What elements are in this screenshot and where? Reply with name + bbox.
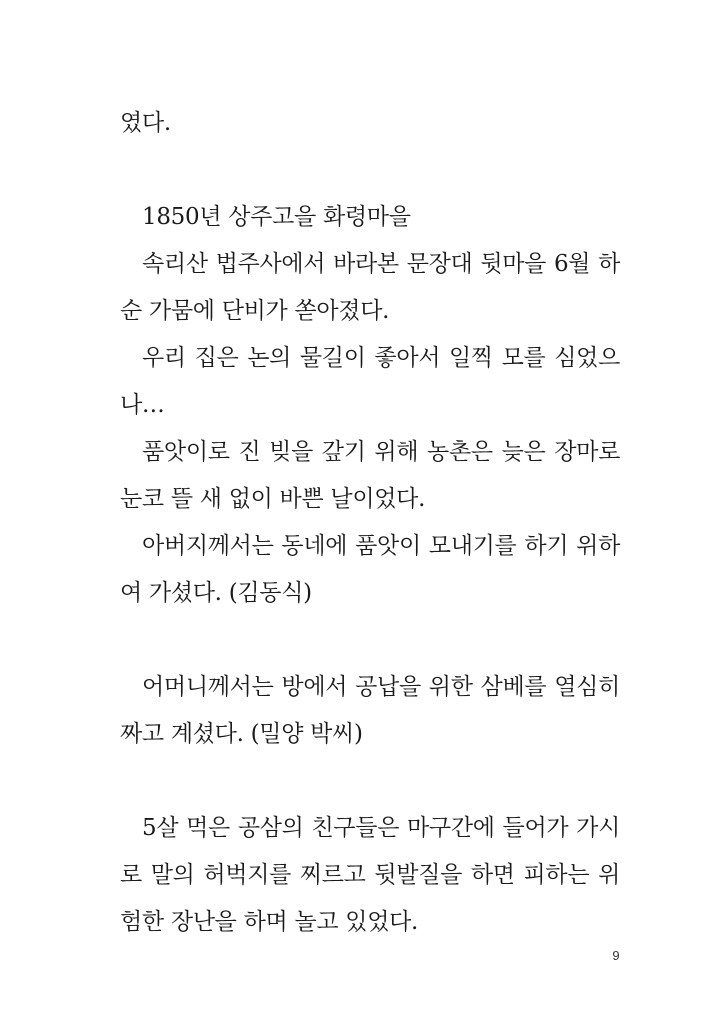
text-line: 품앗이로 진 빚을 갚기 위해 농촌은 늦은 장마로: [142, 439, 620, 465]
text-line: 5살 먹은 공삼의 친구들은 마구간에 들어가 가시: [142, 815, 620, 841]
text-line: 나…: [120, 392, 165, 418]
blank-line: [120, 147, 620, 194]
text-line: 여 가셨다. (김동식): [120, 580, 312, 606]
text-line: 험한 장난을 하며 놀고 있었다.: [120, 909, 419, 935]
text-line: 속리산 법주사에서 바라본 문장대 뒷마을 6월 하: [142, 251, 620, 277]
text-line: 순 가뭄에 단비가 쏟아졌다.: [120, 298, 390, 324]
text-line: 였다.: [120, 110, 171, 136]
text-line: 로 말의 허벅지를 찌르고 뒷발질을 하면 피하는 위: [120, 862, 620, 888]
text-line: 어머니께서는 방에서 공납을 위한 삼베를 열심히: [142, 674, 620, 700]
text-line: 짜고 계셨다. (밀양 박씨): [120, 721, 363, 747]
page-number: 9: [612, 948, 620, 963]
blank-line: [120, 617, 620, 664]
text-line: 눈코 뜰 새 없이 바쁜 날이었다.: [120, 486, 426, 512]
text-line: 1850년 상주고을 화령마을: [142, 204, 411, 230]
text-line: 아버지께서는 동네에 품앗이 모내기를 하기 위하: [142, 533, 620, 559]
text-line: 우리 집은 논의 물길이 좋아서 일찍 모를 심었으: [142, 345, 620, 371]
body-text: [120, 100, 620, 946]
blank-line: [120, 758, 620, 805]
